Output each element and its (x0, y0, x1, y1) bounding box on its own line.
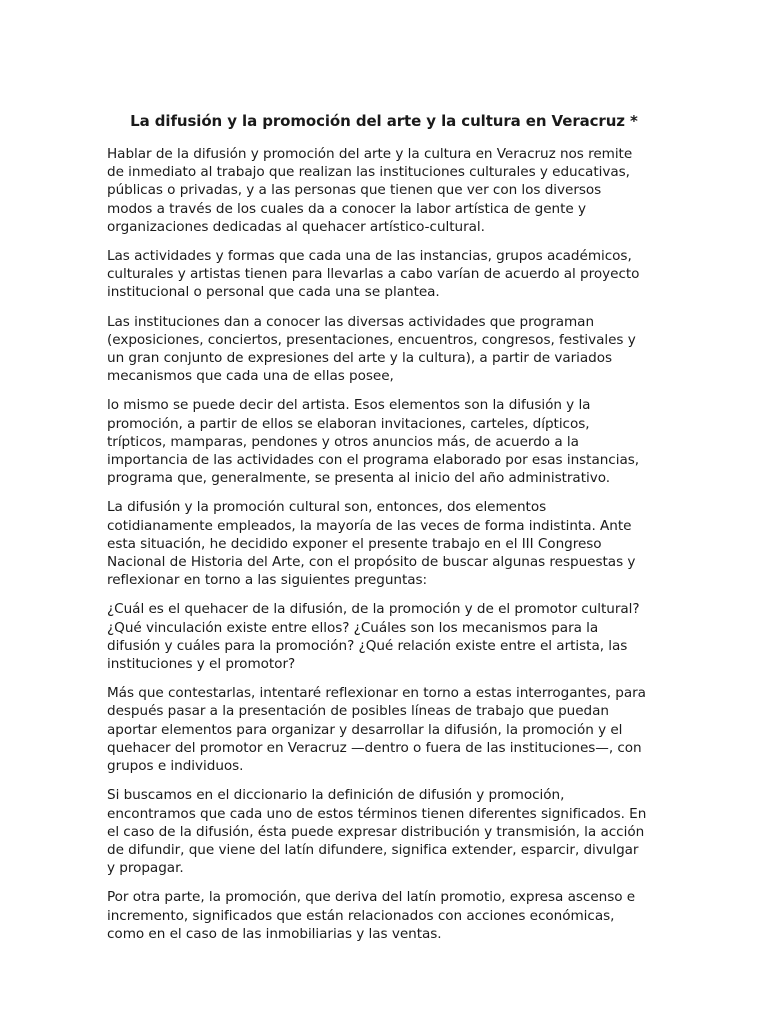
paragraph (107, 600, 660, 673)
paragraph-line: Las instituciones dan a conocer las diversas actividades que programan (107, 313, 595, 330)
paragraph-line: institucional o personal que cada una se plantea. (107, 284, 440, 301)
paragraph-line: después pasar a la presentación de posibles líneas de trabajo que puedan (107, 703, 609, 720)
paragraph-line: encontramos que cada uno de estos términos tienen diferentes significados. En (107, 805, 647, 822)
paragraph (107, 684, 660, 775)
paragraph-line: La difusión y la promoción cultural son, entonces, dos elementos (107, 499, 547, 516)
paragraph (107, 498, 660, 589)
paragraph-line: organizaciones dedicadas al quehacer artístico-cultural. (107, 218, 485, 235)
paragraph-line: Las actividades y formas que cada una de las instancias, grupos académicos, (107, 248, 632, 265)
paragraph-line: y propagar. (107, 860, 184, 877)
paragraph (107, 396, 660, 487)
paragraph-line: de inmediato al trabajo que realizan las instituciones culturales y educativas, (107, 164, 630, 181)
paragraph-line: instituciones y el promotor? (107, 656, 296, 673)
paragraph-line: programa que, generalmente, se presenta al inicio del año administrativo. (107, 470, 611, 487)
paragraph-line: ¿Qué vinculación existe entre ellos? ¿Cuáles son los mecanismos para la (107, 619, 599, 636)
paragraph-line: ¿Cuál es el quehacer de la difusión, de la promoción y de el promotor cultural? (107, 601, 640, 618)
paragraph-line: un gran conjunto de expresiones del arte y la cultura), a partir de variados (107, 350, 613, 367)
paragraph-line: cotidianamente empleados, la mayoría de las veces de forma indistinta. Ante (107, 517, 632, 534)
paragraph-line: quehacer del promotor en Veracruz —dentro o fuera de las instituciones—, con (107, 739, 642, 756)
paragraph-line: esta situación, he decidido exponer el presente trabajo en el III Congreso (107, 535, 602, 552)
paragraph-line: reflexionar en torno a las siguientes preguntas: (107, 572, 428, 589)
paragraph-line: de difundir, que viene del latín difundere, significa extender, esparcir, divulgar (107, 841, 639, 858)
paragraph-line: Nacional de Historia del Arte, con el propósito de buscar algunas respuestas y (107, 554, 636, 571)
paragraph-line: modos a través de los cuales da a conocer la labor artística de gente y (107, 200, 586, 217)
document-title: La difusión y la promoción del arte y la cultura en Veracruz * (130, 112, 638, 130)
paragraph (107, 786, 660, 877)
paragraph-line: importancia de las actividades con el programa elaborado por esas instancias, (107, 452, 640, 469)
paragraph-line: Por otra parte, la promoción, que deriva del latín promotio, expresa ascenso e (107, 889, 636, 906)
paragraph-line: lo mismo se puede decir del artista. Esos elementos son la difusión y la (107, 397, 591, 414)
paragraph-line: promoción, a partir de ellos se elaboran invitaciones, carteles, dípticos, (107, 415, 590, 432)
paragraph-line: trípticos, mamparas, pendones y otros anuncios más, de acuerdo a la (107, 433, 579, 450)
paragraph (107, 313, 660, 386)
paragraph (107, 888, 660, 943)
paragraph-line: el caso de la difusión, ésta puede expresar distribución y transmisión, la acción (107, 823, 645, 840)
paragraph-line: (exposiciones, conciertos, presentaciones, encuentros, congresos, festivales y (107, 331, 636, 348)
paragraph (107, 247, 660, 302)
paragraph-line: difusión y cuáles para la promoción? ¿Qué relación existe entre el artista, las (107, 637, 628, 654)
paragraph-line: públicas o privadas, y a las personas que tienen que ver con los diversos (107, 182, 602, 199)
paragraph-line: grupos e individuos. (107, 758, 244, 775)
paragraph-line: Más que contestarlas, intentaré reflexionar en torno a estas interrogantes, para (107, 685, 646, 702)
paragraph-line: como en el caso de las inmobiliarias y las ventas. (107, 925, 442, 942)
paragraph-line: mecanismos que cada una de ellas posee, (107, 368, 394, 385)
paragraph-line: Hablar de la difusión y promoción del arte y la cultura en Veracruz nos remite (107, 146, 633, 162)
document-body (107, 145, 660, 954)
paragraph-line: incremento, significados que están relacionados con acciones económicas, (107, 907, 615, 924)
paragraph (107, 145, 660, 236)
paragraph-line: culturales y artistas tienen para llevarlas a cabo varían de acuerdo al proyecto (107, 266, 640, 283)
paragraph-line: Si buscamos en el diccionario la definición de difusión y promoción, (107, 787, 565, 804)
paragraph-line: aportar elementos para organizar y desarrollar la difusión, la promoción y el (107, 721, 623, 738)
